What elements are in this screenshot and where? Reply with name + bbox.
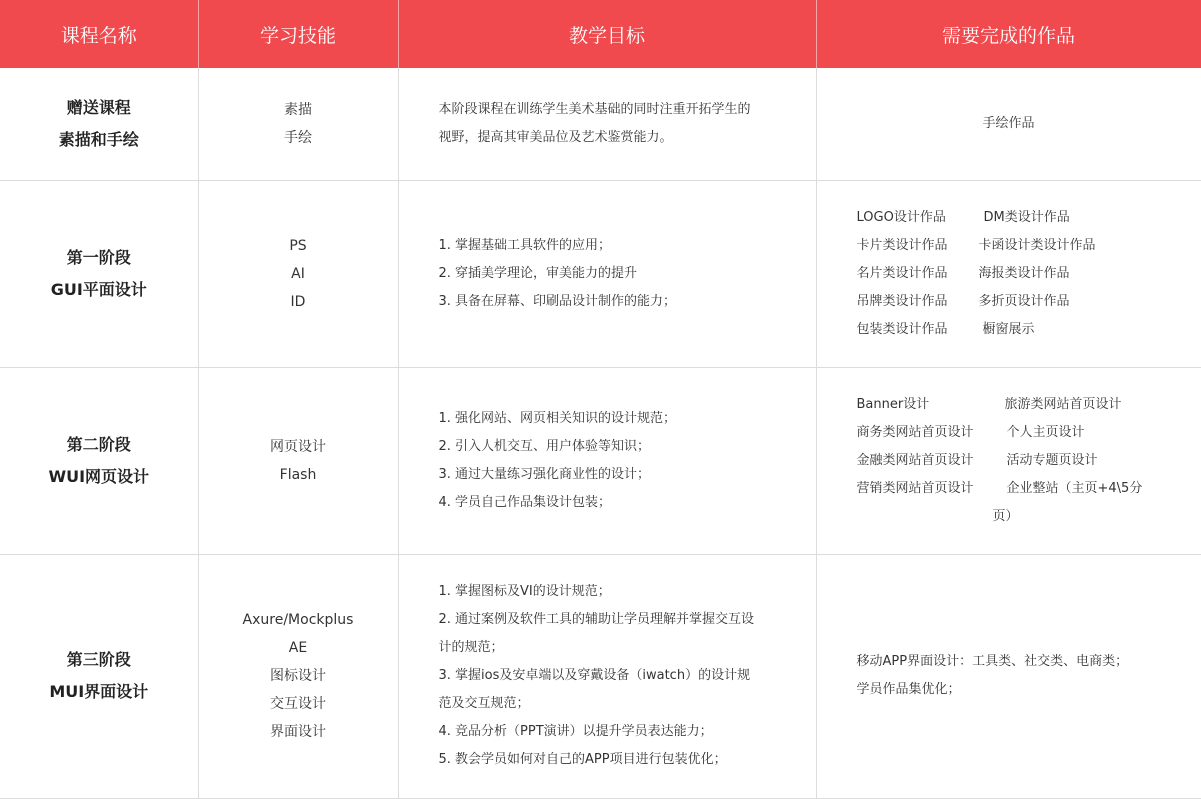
skills-cell	[198, 554, 398, 798]
work-item: 吊牌类设计作品	[856, 293, 948, 309]
course-name-line: MUI界面设计	[49, 682, 149, 701]
work-item: 卡函设计类设计作品	[978, 237, 1096, 253]
goal-line: 4. 学员自己作品集设计包装；	[438, 494, 612, 510]
skill-item: ID	[290, 293, 306, 310]
work-item: 个人主页设计	[1006, 424, 1085, 440]
works-cell	[816, 367, 1201, 554]
works-pair	[857, 391, 1201, 419]
course-name-line: GUI平面设计	[50, 279, 147, 299]
work-item: 金融类网站首页设计	[856, 452, 974, 468]
work-item: 学员作品集优化；	[856, 682, 961, 697]
works-pair	[857, 503, 1201, 531]
skill-item: 素描	[284, 101, 312, 118]
goals-cell	[398, 68, 816, 180]
work-item: Banner设计	[856, 396, 930, 412]
work-item: 橱窗展示	[982, 321, 1035, 337]
work-item: 移动APP界面设计：工具类、社交类、电商类；	[856, 654, 1129, 669]
skill-item: 界面设计	[270, 724, 326, 740]
work-item	[857, 503, 993, 531]
header-works: 需要完成的作品	[816, 0, 1201, 68]
goal-line: 范及交互规范；	[438, 696, 530, 711]
course-name-line: 第一阶段	[66, 247, 131, 267]
goal-line: 1. 掌握图标及VI的设计规范；	[438, 584, 611, 599]
works-pair	[857, 204, 1201, 232]
skill-item: 交互设计	[270, 696, 326, 712]
work-item: 商务类网站首页设计	[856, 424, 974, 440]
work-item: 海报类设计作品	[978, 265, 1070, 281]
skill-item: 图标设计	[270, 668, 326, 684]
course-name-line: 第二阶段	[66, 434, 131, 454]
works-cell	[816, 180, 1201, 367]
skills-cell	[198, 180, 398, 367]
skills-cell	[198, 68, 398, 180]
course-name-cell	[0, 68, 198, 180]
table-header-row	[0, 0, 1201, 68]
course-name-cell	[0, 554, 198, 798]
work-item: 活动专题页设计	[1006, 452, 1098, 468]
goal-line: 2. 通过案例及软件工具的辅助让学员理解并掌握交互设	[438, 612, 755, 627]
goal-line: 本阶段课程在训练学生美术基础的同时注重开拓学生的	[438, 101, 751, 117]
work-item: 旅游类网站首页设计	[1004, 396, 1122, 412]
table-row	[0, 554, 1201, 798]
works-pair	[857, 447, 1201, 475]
goals-cell	[398, 180, 816, 367]
goal-line: 视野，提高其审美品位及艺术鉴赏能力。	[438, 129, 673, 145]
work-item: LOGO设计作品	[856, 209, 946, 225]
works-cell	[816, 554, 1201, 798]
goal-line: 4. 竞品分析（PPT演讲）以提升学员表达能力；	[438, 724, 713, 739]
work-item: 卡片类设计作品	[856, 237, 948, 253]
table-row	[0, 68, 1201, 180]
works-pair	[857, 316, 1201, 344]
work-item: 企业整站（主页+4\5分	[1006, 480, 1143, 496]
work-item: 营销类网站首页设计	[856, 480, 974, 496]
goal-line: 5. 教会学员如何对自己的APP项目进行包装优化；	[438, 752, 727, 767]
skill-item: 网页设计	[270, 438, 326, 455]
course-name-line: WUI网页设计	[48, 466, 150, 486]
goal-line: 1. 强化网站、网页相关知识的设计规范；	[438, 410, 677, 426]
goal-line: 计的规范；	[438, 640, 504, 655]
header-course-name: 课程名称	[0, 0, 198, 68]
course-name-line: 第三阶段	[66, 650, 131, 669]
work-item: 手绘作品	[982, 115, 1035, 131]
goal-line: 2. 引入人机交互、用户体验等知识；	[438, 438, 651, 454]
work-item: 页）	[992, 508, 1019, 524]
goal-line: 1. 掌握基础工具软件的应用；	[438, 237, 612, 253]
works-cell	[816, 68, 1201, 180]
skills-cell	[198, 367, 398, 554]
works-pair	[857, 232, 1201, 260]
skill-item: AE	[288, 640, 308, 656]
skill-item: 手绘	[284, 129, 312, 146]
work-item: 多折页设计作品	[978, 293, 1070, 309]
skill-item: AI	[291, 265, 305, 282]
works-pair	[857, 288, 1201, 316]
header-skills: 学习技能	[198, 0, 398, 68]
course-name-cell	[0, 180, 198, 367]
goal-line: 3. 具备在屏幕、印刷品设计制作的能力；	[438, 293, 677, 309]
goal-line: 3. 掌握ios及安卓端以及穿戴设备（iwatch）的设计规	[438, 668, 751, 683]
goals-cell	[398, 554, 816, 798]
work-item: DM类设计作品	[983, 209, 1070, 225]
work-item: 包装类设计作品	[856, 321, 948, 337]
table-row	[0, 180, 1201, 367]
skill-item: Flash	[279, 466, 317, 483]
header-goals: 教学目标	[398, 0, 816, 68]
goals-cell	[398, 367, 816, 554]
course-name-cell	[0, 367, 198, 554]
works-pair	[857, 419, 1201, 447]
goal-line: 3. 通过大量练习强化商业性的设计；	[438, 466, 651, 482]
table-row	[0, 367, 1201, 554]
skill-item: PS	[289, 237, 307, 254]
works-pair	[857, 475, 1201, 503]
course-name-line: 赠送课程	[66, 97, 131, 117]
works-pair	[857, 260, 1201, 288]
course-name-line: 素描和手绘	[58, 129, 139, 149]
skill-item: Axure/Mockplus	[242, 612, 354, 628]
goal-line: 2. 穿插美学理论，审美能力的提升	[438, 265, 638, 281]
work-item: 名片类设计作品	[856, 265, 948, 281]
